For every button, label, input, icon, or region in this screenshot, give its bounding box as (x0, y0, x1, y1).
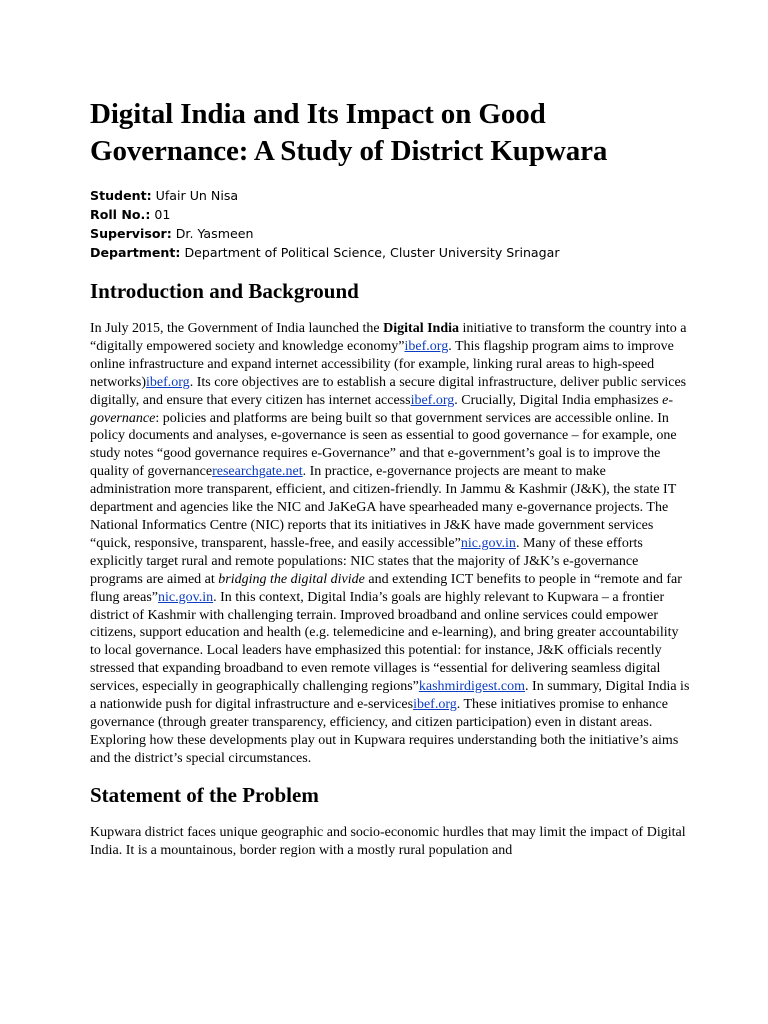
document-meta (90, 186, 690, 262)
text-run: . Its core objectives are to establish a secure digital infrastructure, deliver public services digitally, and ensure that every citizen has internet access (90, 374, 687, 408)
citation-link[interactable]: nic.gov.in (460, 535, 516, 551)
meta-supervisor (90, 224, 690, 243)
meta-roll-no (90, 205, 690, 224)
introduction-paragraph (90, 320, 690, 768)
text-run: . Many of these efforts explicitly target rural and remote populations: NIC states that the majority of J&K’s e-governance programs are aimed at (90, 535, 643, 587)
section-heading-problem: Statement of the Problem (90, 782, 319, 807)
meta-department (90, 243, 690, 262)
text-run: . In practice, e-governance projects are meant to make administration more transparent, efficient, and citizen-friendly. In Jammu & Kashmir (J&K), the state IT department and agencies like the NIC and JaKeGA have spearheaded many e-governance projects. The National Informatics Centre (NIC) reports that its initiatives in J&K have made government services “quick, responsive, transparent, hassle-free, and easily accessible” (90, 464, 677, 551)
section-heading-introduction: Introduction and Background (90, 279, 359, 303)
text-run: . This flagship program aims to improve online infrastructure and expand internet accessibility (for example, linking rural areas to high-speed networks) (90, 338, 674, 390)
meta-student (90, 186, 690, 205)
meta-label: Roll No.: (90, 207, 151, 222)
meta-label: Department: (90, 245, 181, 260)
text-run: . In this context, Digital India’s goals are highly relevant to Kupwara – a frontier district of Kashmir with challenging terrain. Improved broadband and online services could empower citizens, support education and health (e.g. telemedicine and e-learning), and bring greater accountability to local governance. Local leaders have emphasized this potential: for instance, J&K officials recently stressed that expanding broadband to even remote villages is “essential for delivering seamless digital services, especially in geographically challenging regions” (90, 589, 679, 695)
meta-value: Dr. Yasmeen (171, 226, 254, 241)
text-run: : policies and platforms are being built so that government services are accessible online. In policy documents and analyses, e-governance is seen as essential to good governance – for example, one study notes “good governance requires e-Governance” and that e-government’s goal is to improve the quality of governance (90, 410, 677, 480)
text-run-bold: Digital India (383, 321, 460, 336)
citation-link[interactable]: ibef.org (146, 374, 190, 390)
text-run: In July 2015, the Government of India launched the (90, 321, 384, 336)
document-page (90, 96, 690, 873)
text-run: and extending ICT benefits to people in “remote and far flung areas” (90, 571, 682, 605)
citation-link[interactable]: ibef.org (410, 392, 455, 408)
citation-link[interactable]: ibef.org (413, 697, 457, 713)
meta-label: Supervisor: (90, 226, 172, 241)
text-run: initiative to transform the country into a “digitally empowered society and knowledge economy” (90, 321, 687, 354)
text-run: . Crucially, Digital India emphasizes (454, 392, 663, 408)
meta-value: Ufair Un Nisa (151, 188, 239, 203)
text-run-italic: bridging the digital divide (218, 571, 365, 587)
meta-value: 01 (150, 207, 171, 222)
text-run: . In summary, Digital India is a nationwide push for digital infrastructure and e-services (90, 679, 690, 713)
text-run: . These initiatives promise to enhance governance (through greater transparency, efficiency, and citizen participation) even in distant areas. Exploring how these developments play out in Kupwara requires understanding both the initiative’s aims and the district’s special circumstances. (90, 697, 679, 766)
meta-label: Student: (90, 188, 152, 203)
problem-paragraph: Kupwara district faces unique geographic and socio-economic hurdles that may limit the impact of Digital India. It is a mountainous, border region with a mostly rural population and (90, 824, 686, 858)
meta-value: Department of Political Science, Cluster University Srinagar (180, 245, 560, 260)
citation-link[interactable]: kashmirdigest.com (418, 679, 526, 695)
text-run-italic: e-governance (90, 392, 674, 426)
citation-link[interactable]: ibef.org (404, 338, 449, 354)
document-title: Digital India and Its Impact on Good Governance: A Study of District Kupwara (90, 98, 608, 167)
citation-link[interactable]: researchgate.net (212, 464, 303, 480)
citation-link[interactable]: nic.gov.in (158, 589, 214, 605)
